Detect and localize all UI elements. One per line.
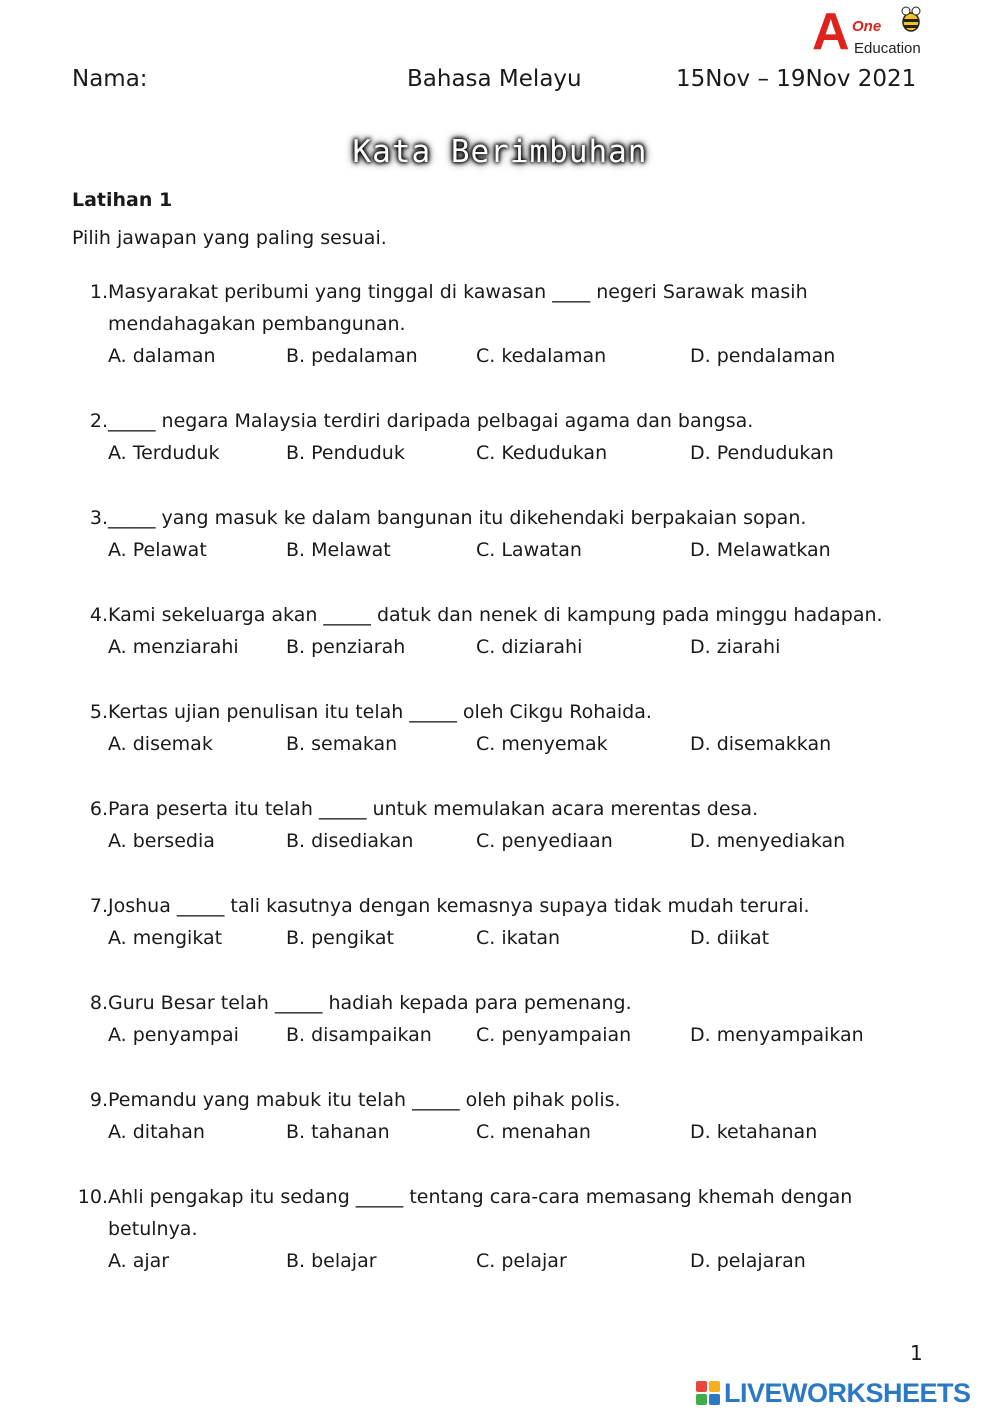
question-4 [72, 599, 952, 663]
question-6 [72, 793, 952, 857]
liveworksheets-icon [696, 1381, 720, 1405]
icon-square-green [696, 1394, 707, 1405]
question-text: Joshua _____ tali kasutnya dengan kemasnya supaya tidak mudah terurai. [108, 895, 810, 917]
option-c[interactable]: C. Lawatan [476, 539, 582, 561]
option-c[interactable]: C. menyemak [476, 733, 608, 755]
question-5 [72, 696, 952, 760]
option-b[interactable]: B. disediakan [286, 830, 414, 852]
instruction-text: Pilih jawapan yang paling sesuai. [72, 227, 387, 249]
option-b[interactable]: B. tahanan [286, 1121, 390, 1143]
logo-education-text: Education [854, 40, 921, 57]
bee-icon [900, 6, 922, 32]
question-8 [72, 987, 952, 1051]
worksheet-title: Kata Berimbuhan [352, 134, 648, 170]
date-range: 15Nov – 19Nov 2021 [676, 66, 917, 92]
option-c[interactable]: C. Kedudukan [476, 442, 608, 464]
question-number: 5. [89, 701, 108, 723]
option-c[interactable]: C. diziarahi [476, 636, 583, 658]
section-heading: Latihan 1 [72, 189, 173, 211]
option-b[interactable]: B. Penduduk [286, 442, 405, 464]
option-c[interactable]: C. penyampaian [476, 1024, 632, 1046]
option-b[interactable]: B. belajar [286, 1250, 377, 1272]
option-d[interactable]: D. ziarahi [690, 636, 781, 658]
question-text: Kertas ujian penulisan itu telah _____ oleh Cikgu Rohaida. [108, 701, 652, 723]
option-a[interactable]: A. disemak [108, 733, 213, 755]
question-text: Masyarakat peribumi yang tinggal di kawasan ____ negeri Sarawak masih mendahagakan pembangunan. [108, 281, 808, 335]
page-number: 1 [910, 1341, 923, 1365]
name-label: Nama: [72, 66, 148, 92]
logo-letter: A [812, 3, 850, 61]
question-text: Guru Besar telah _____ hadiah kepada para pemenang. [108, 992, 632, 1014]
question-number: 4. [89, 604, 108, 626]
question-number: 1. [89, 281, 108, 303]
option-d[interactable]: D. diikat [690, 927, 770, 949]
question-3 [72, 502, 952, 566]
option-a[interactable]: A. Terduduk [108, 442, 220, 464]
question-text: Kami sekeluarga akan _____ datuk dan nenek di kampung pada minggu hadapan. [108, 604, 883, 626]
question-2 [72, 405, 952, 469]
option-a[interactable]: A. penyampai [108, 1024, 239, 1046]
option-d[interactable]: D. Pendudukan [690, 442, 834, 464]
option-a[interactable]: A. dalaman [108, 345, 216, 367]
question-text: Pemandu yang mabuk itu telah _____ oleh pihak polis. [108, 1089, 621, 1111]
icon-square-red [696, 1381, 707, 1392]
option-a[interactable]: A. Pelawat [108, 539, 207, 561]
option-a[interactable]: A. menziarahi [108, 636, 239, 658]
question-number: 3. [89, 507, 108, 529]
option-c[interactable]: C. menahan [476, 1121, 591, 1143]
question-10 [72, 1181, 952, 1277]
option-d[interactable]: D. ketahanan [690, 1121, 818, 1143]
liveworksheets-wordmark: LIVEWORKSHEETS [724, 1377, 971, 1408]
option-c[interactable]: C. penyediaan [476, 830, 613, 852]
liveworksheets-brand [696, 1376, 971, 1410]
subject-label: Bahasa Melayu [407, 66, 582, 92]
option-d[interactable]: D. menyampaikan [690, 1024, 864, 1046]
question-number: 9. [89, 1089, 108, 1111]
option-c[interactable]: C. pelajar [476, 1250, 567, 1272]
question-number: 6. [89, 798, 108, 820]
question-1 [72, 276, 952, 372]
a-one-education-logo [812, 3, 932, 62]
option-d[interactable]: D. disemakkan [690, 733, 832, 755]
question-number: 10. [77, 1186, 108, 1208]
option-b[interactable]: B. semakan [286, 733, 398, 755]
question-number: 8. [89, 992, 108, 1014]
option-b[interactable]: B. penziarah [286, 636, 406, 658]
option-d[interactable]: D. menyediakan [690, 830, 846, 852]
question-text: Ahli pengakap itu sedang _____ tentang cara-cara memasang khemah dengan betulnya. [108, 1186, 853, 1240]
option-b[interactable]: B. pengikat [286, 927, 395, 949]
option-b[interactable]: B. pedalaman [286, 345, 418, 367]
icon-square-yellow [709, 1381, 720, 1392]
option-c[interactable]: C. ikatan [476, 927, 561, 949]
icon-square-blue [709, 1394, 720, 1405]
option-d[interactable]: D. pendalaman [690, 345, 836, 367]
question-text: _____ yang masuk ke dalam bangunan itu dikehendaki berpakaian sopan. [108, 507, 807, 529]
question-number: 7. [89, 895, 108, 917]
option-a[interactable]: A. bersedia [108, 830, 215, 852]
option-b[interactable]: B. Melawat [286, 539, 391, 561]
question-9 [72, 1084, 952, 1148]
question-list [72, 276, 952, 1277]
question-text: Para peserta itu telah _____ untuk memulakan acara merentas desa. [108, 798, 759, 820]
option-a[interactable]: A. ditahan [108, 1121, 205, 1143]
option-d[interactable]: D. pelajaran [690, 1250, 806, 1272]
option-d[interactable]: D. Melawatkan [690, 539, 831, 561]
option-a[interactable]: A. ajar [108, 1250, 170, 1272]
option-a[interactable]: A. mengikat [108, 927, 223, 949]
question-7 [72, 890, 952, 954]
question-number: 2. [89, 410, 108, 432]
question-text: _____ negara Malaysia terdiri daripada pelbagai agama dan bangsa. [108, 410, 754, 432]
option-b[interactable]: B. disampaikan [286, 1024, 432, 1046]
logo-one-text: One [852, 18, 882, 35]
option-c[interactable]: C. kedalaman [476, 345, 607, 367]
